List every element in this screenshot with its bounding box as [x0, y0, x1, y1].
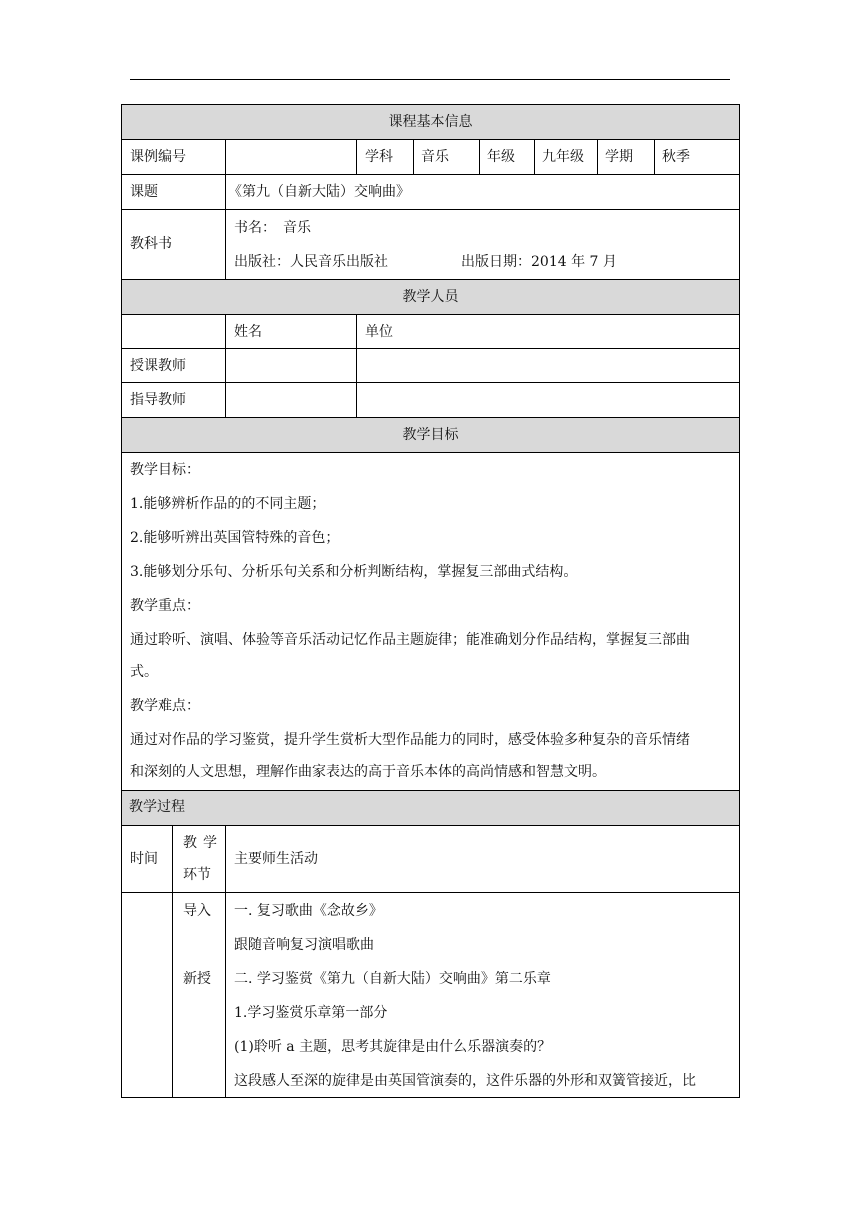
- top-rule: [130, 79, 730, 80]
- subject-value: 音乐: [421, 149, 449, 165]
- goals-line: 式。: [130, 664, 158, 680]
- hline: [121, 209, 740, 210]
- activity-line: 二. 学习鉴赏《第九（自新大陆）交响曲》第二乐章: [234, 971, 551, 987]
- hline: [121, 790, 740, 791]
- hline: [121, 348, 740, 349]
- textbook-label: 教科书: [130, 236, 172, 252]
- vline-left: [121, 104, 122, 1098]
- course-info-header-text: 课程基本信息: [388, 113, 473, 130]
- activity-column-header: 主要师生活动: [234, 851, 318, 867]
- process-header-text: 教学过程: [129, 799, 185, 815]
- book-name: 书名： 音乐: [234, 220, 311, 236]
- goals-header: [121, 417, 740, 452]
- goals-line: 通过对作品的学习鉴赏，提升学生赏析大型作品能力的同时，感受体验多种复杂的音乐情绪: [130, 732, 690, 748]
- vline: [356, 314, 357, 417]
- vline: [413, 139, 414, 174]
- staff-header-text: 教学人员: [402, 288, 459, 305]
- vline: [356, 139, 357, 174]
- hline: [121, 279, 740, 280]
- publish-date: 出版日期：2014 年 7 月: [461, 254, 617, 270]
- activity-line: 1.学习鉴赏乐章第一部分: [234, 1005, 388, 1021]
- case-no-label: 课例编号: [130, 149, 186, 165]
- goals-line: 教学重点：: [130, 598, 200, 614]
- activity-line: (1)聆听 a 主题，思考其旋律是由什么乐器演奏的？: [234, 1039, 552, 1055]
- topic-value: 《第九（自新大陆）交响曲》: [228, 184, 410, 200]
- activity-line: 这段感人至深的旋律是由英国管演奏的，这件乐器的外形和双簧管接近，比: [234, 1073, 696, 1089]
- name-column-header: 姓名: [234, 324, 262, 340]
- goals-header-text: 教学目标: [402, 426, 459, 443]
- grade-label: 年级: [487, 149, 515, 165]
- course-info-header: [121, 104, 740, 139]
- vline: [225, 825, 226, 1097]
- topic-label: 课题: [130, 184, 158, 200]
- goals-line: 通过聆听、演唱、体验等音乐活动记忆作品主题旋律；能准确划分作品结构，掌握复三部曲: [130, 632, 690, 648]
- teacher-label: 授课教师: [130, 358, 186, 374]
- hline: [121, 1097, 740, 1098]
- vline: [225, 314, 226, 417]
- hline: [121, 174, 740, 175]
- goals-line: 2.能够听辨出英国管特殊的音色；: [130, 530, 340, 546]
- vline: [534, 139, 535, 174]
- goals-line: 和深刻的人文思想，理解作曲家表达的高于音乐本体的高尚情感和智慧文明。: [130, 764, 606, 780]
- stage-column-header-2: 环节: [183, 867, 211, 883]
- activity-line: 一. 复习歌曲《念故乡》: [234, 903, 383, 919]
- stage-column-header-1: 教学: [183, 835, 223, 851]
- staff-header: [121, 279, 740, 314]
- hline: [121, 825, 740, 826]
- vline: [172, 825, 173, 1097]
- vline: [597, 139, 598, 174]
- activity-line: 跟随音响复习演唱歌曲: [234, 937, 374, 953]
- term-value: 秋季: [662, 149, 690, 165]
- time-column-header: 时间: [130, 851, 158, 867]
- grade-value: 九年级: [542, 149, 584, 165]
- subject-label: 学科: [365, 149, 393, 165]
- term-label: 学期: [605, 149, 633, 165]
- hline: [121, 452, 740, 453]
- vline: [479, 139, 480, 174]
- hline: [121, 104, 740, 105]
- hline: [121, 314, 740, 315]
- vline: [225, 139, 226, 279]
- hline: [121, 139, 740, 140]
- publisher: 出版社：人民音乐出版社: [234, 254, 388, 270]
- mentor-label: 指导教师: [130, 392, 186, 408]
- goals-line: 1.能够辨析作品的的不同主题；: [130, 496, 326, 512]
- hline: [121, 382, 740, 383]
- process-header: [121, 790, 740, 825]
- stage-intro: 导入: [183, 903, 211, 919]
- hline: [121, 892, 740, 893]
- vline-right: [739, 104, 740, 1098]
- stage-new: 新授: [183, 971, 211, 987]
- goals-line: 教学目标：: [130, 462, 200, 478]
- unit-column-header: 单位: [365, 324, 393, 340]
- hline: [121, 417, 740, 418]
- vline: [654, 139, 655, 174]
- goals-line: 3.能够划分乐句、分析乐句关系和分析判断结构，掌握复三部曲式结构。: [130, 564, 578, 580]
- goals-line: 教学难点：: [130, 698, 200, 714]
